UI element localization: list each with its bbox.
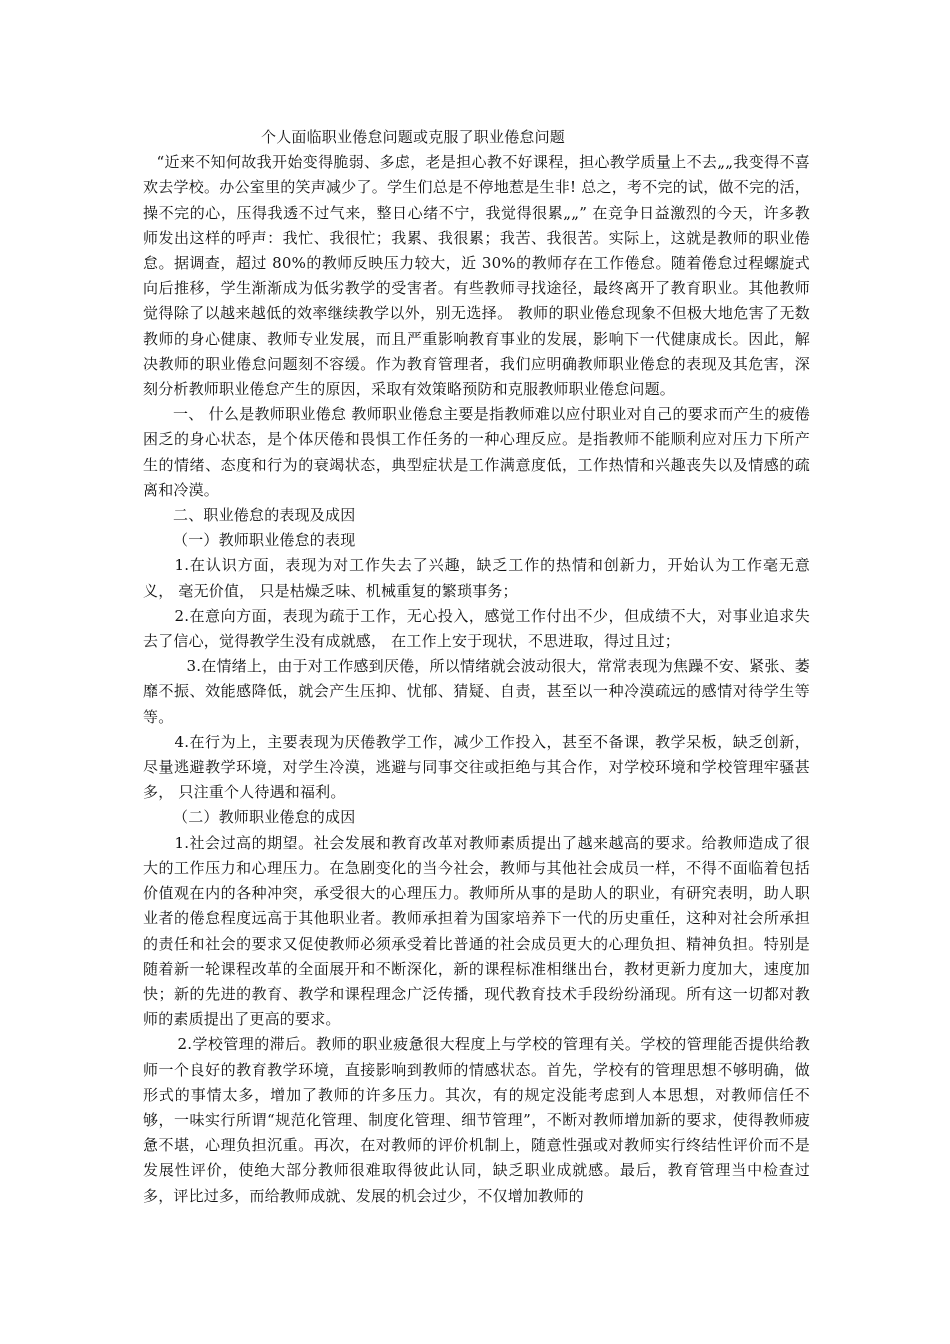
symptom-paragraph-3: 3.在情绪上，由于对工作感到厌倦，所以情绪就会波动很大，常常表现为焦躁不安、紧张、萎靡不振、效能感降低，就会产生压抑、忧郁、猜疑、自责，甚至以一种冷漠疏远的感情对待学生等等。	[143, 657, 810, 726]
symptom-paragraph-1: 1.在认识方面，表现为对工作失去了兴趣，缺乏工作的热情和创新力，开始认为工作毫无意义， 毫无价值， 只是枯燥乏味、机械重复的繁琐事务；	[143, 556, 810, 600]
intro-paragraph: “近来不知何故我开始变得脆弱、多虑，老是担心教不好课程，担心教学质量上不去„„我变得不喜欢去学校。办公室里的笑声减少了。学生们总是不停地惹是生非! 总之，考不完的试，做不完的活，操不完的心，压得我透不过气来，整日心绪不宁，我觉得很累„„” 在竞争日益激烈的今天，许多教师发出这样的呼声：我忙、我很忙；我累、我很累；我苦、我很苦。实际上，这就是教师的职业倦怠。据调查，超过 80%的教师反映压力较大，近 30%的教师存在工作倦怠。随着倦怠过程螺旋式向后推移，学生渐渐成为低劣教学的受害者。有些教师寻找途径，最终离开了教育职业。其他教师觉得除了以越来越低的效率继续教学以外，别无选择。 教师的职业倦怠现象不但极大地危害了无数教师的身心健康、教师专业发展，而且严重影响教育事业的发展，影响下一代健康成长。因此，解决教师的职业倦怠问题刻不容缓。作为教育管理者，我们应明确教师职业倦怠的表现及其危害，深刻分析教师职业倦怠产生的原因，采取有效策略预防和克服教师职业倦怠问题。	[143, 153, 810, 399]
cause-paragraph-2: 2.学校管理的滞后。教师的职业疲惫很大程度上与学校的管理有关。学校的管理能否提供给教师一个良好的教育教学环境，直接影响到教师的情感状态。首先，学校有的管理思想不够明确，做形式的事情太多，增加了教师的许多压力。其次，有的规定没能考虑到人本思想，对教师信任不够，一味实行所谓“规范化管理、制度化管理、细节管理”，不断对教师增加新的要求，使得教师疲惫不堪，心理负担沉重。再次，在对教师的评价机制上，随意性强或对教师实行终结性评价而不是发展性评价，使绝大部分教师很难取得彼此认同，缺乏职业成就感。最后，教育管理当中检查过多，评比过多，而给教师成就、发展的机会过少，不仅增加教师的	[143, 1035, 810, 1205]
symptom-paragraph-4: 4.在行为上，主要表现为厌倦教学工作，减少工作投入，甚至不备课，教学呆板，缺乏创新，尽量逃避教学环境，对学生冷漠，逃避与同事交往或拒绝与其合作，对学校环境和学校管理牢骚甚多， 只注重个人待遇和福利。	[143, 732, 810, 802]
section-one-paragraph: 一、 什么是教师职业倦怠 教师职业倦怠主要是指教师难以应付职业对自己的要求而产生的疲倦困乏的身心状态，是个体厌倦和畏惧工作任务的一种心理反应。是指教师不能顺利应对压力下所产生的情绪、态度和行为的衰竭状态，典型症状是工作满意度低，工作热情和兴趣丧失以及情感的疏离和冷漠。	[143, 405, 810, 499]
document-page	[143, 125, 810, 1209]
section-two-heading: 二、职业倦怠的表现及成因	[173, 506, 356, 525]
cause-paragraph-1: 1.社会过高的期望。社会发展和教育改革对教师素质提出了越来越高的要求。给教师造成了很大的工作压力和心理压力。在急剧变化的当今社会，教师与其他社会成员一样，不得不面临着包括价值观在内的各种冲突，承受很大的心理压力。教师所从事的是助人的职业，有研究表明，助人职业者的倦怠程度远高于其他职业者。教师承担着为国家培养下一代的历史重任，这种对社会所承担的责任和社会的要求又促使教师必须承受着比普通的社会成员更大的心理负担、精神负担。特别是随着新一轮课程改革的全面展开和不断深化，新的课程标准相继出台，教材更新力度加大，速度加快；新的先进的教育、教学和课程理念广泛传播，现代教育技术手段纷纷涌现。所有这一切都对教师的素质提出了更高的要求。	[143, 833, 810, 1029]
document-title: 个人面临职业倦怠问题或克服了职业倦怠问题	[261, 128, 566, 146]
symptom-paragraph-2: 2.在意向方面，表现为疏于工作，无心投入，感觉工作付出不少，但成绩不大，对事业追求失去了信心，觉得教学生没有成就感， 在工作上安于现状，不思进取，得过且过；	[143, 606, 810, 651]
subsection-two-heading: （二）教师职业倦怠的成因	[173, 808, 356, 827]
subsection-one-heading: （一）教师职业倦怠的表现	[173, 531, 356, 550]
